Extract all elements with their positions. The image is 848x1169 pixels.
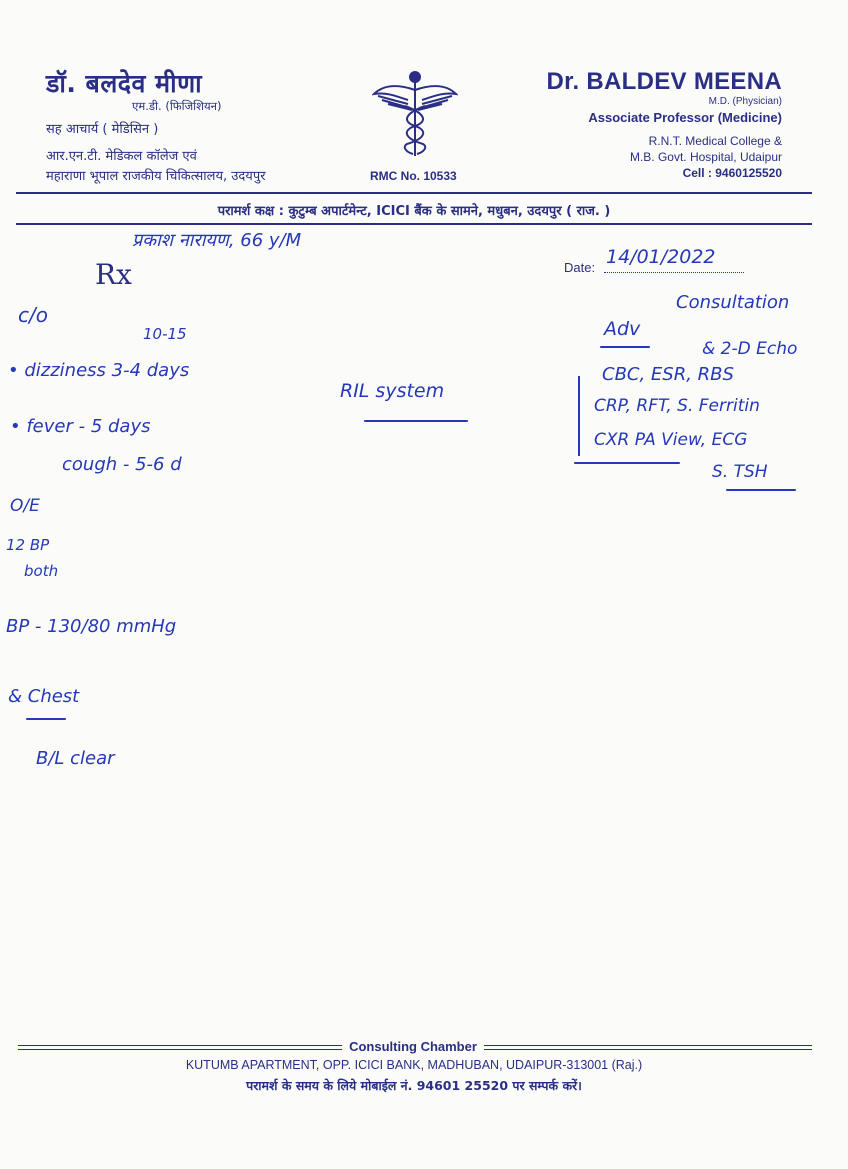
exam-blood-pressure: BP - 130/80 mmHg <box>6 616 177 637</box>
degree-hindi: एम.डी. (फिजिशियन) <box>132 99 222 113</box>
cell-number: Cell : 9460125520 <box>682 166 782 180</box>
advice-echo: & 2-D Echo <box>702 339 798 359</box>
center-note: RIL system <box>340 380 445 402</box>
investigation-line-2: CRP, RFT, S. Ferritin <box>594 396 760 416</box>
complaint-fever: • fever - 5 days <box>10 416 151 437</box>
designation-hindi: सह आचार्य ( मेडिसिन ) <box>46 122 159 137</box>
investigation-tsh: S. TSH <box>712 462 768 482</box>
rmc-number: RMC No. 10533 <box>370 169 457 183</box>
exam-both: both <box>24 562 59 580</box>
complaint-cough: cough - 5-6 d <box>62 454 182 475</box>
exam-heading: O/E <box>10 496 40 516</box>
footer-heading: Consulting Chamber <box>349 1039 477 1054</box>
header-divider <box>16 192 812 194</box>
complaint-dizziness: • dizziness 3-4 days <box>8 360 190 381</box>
address-divider <box>16 223 812 225</box>
investigation-line-1: CBC, ESR, RBS <box>602 364 734 385</box>
footer-rule-left-1 <box>18 1045 342 1046</box>
consultation-address: परामर्श कक्ष : कुटुम्ब अपार्टमेन्ट, ICICI बैंक के सामने, मधुबन, उदयपुर ( राज. ) <box>217 204 611 219</box>
complaints-heading: c/o <box>18 303 48 327</box>
advice-underline <box>600 346 650 348</box>
consultation-note: Consultation <box>676 292 790 313</box>
hospital-english: M.B. Govt. Hospital, Udaipur <box>629 150 782 164</box>
doctor-name-hindi: डॉ. बलदेव मीणा <box>46 69 203 98</box>
investigations-underline <box>574 462 680 464</box>
designation-english: Associate Professor (Medicine) <box>588 110 782 125</box>
exam-chest-finding: B/L clear <box>36 748 115 769</box>
tsh-underline <box>726 489 796 491</box>
exam-bp-note: 12 BP <box>6 536 50 554</box>
footer-contact: परामर्श के समय के लिये मोबाईल नं. 94601 25520 पर सम्पर्क करें। <box>246 1078 582 1093</box>
degree-english: M.D. (Physician) <box>708 96 782 107</box>
hospital-hindi: महाराणा भूपाल राजकीय चिकित्सालय, उदयपुर <box>46 169 266 184</box>
footer-address: KUTUMB APARTMENT, OPP. ICICI BANK, MADHUBAN, UDAIPUR-313001 (Raj.) <box>185 1058 643 1072</box>
investigation-line-3: CXR PA View, ECG <box>594 430 748 450</box>
caduceus-icon <box>372 70 458 160</box>
patient-info: प्रकाश नारायण, 66 y/M <box>132 230 302 251</box>
center-note-underline <box>364 420 468 422</box>
college-english: R.N.T. Medical College & <box>648 134 782 148</box>
advice-heading: Adv <box>604 318 641 340</box>
date-value: 14/01/2022 <box>606 246 716 268</box>
chest-underline <box>26 718 66 720</box>
date-line <box>604 272 744 273</box>
date-label: Date: <box>564 260 596 275</box>
footer-rule-right-2 <box>484 1049 812 1050</box>
complaint-duration-note: 10-15 <box>143 325 187 343</box>
footer-rule-left-2 <box>18 1049 342 1050</box>
college-hindi: आर.एन.टी. मेडिकल कॉलेज एवं <box>46 149 197 164</box>
doctor-name-english: Dr. BALDEV MEENA <box>546 68 782 95</box>
exam-chest: & Chest <box>8 686 80 707</box>
footer-rule-right-1 <box>484 1045 812 1046</box>
rx-symbol: Rx <box>95 258 132 291</box>
investigations-bracket <box>578 376 580 456</box>
